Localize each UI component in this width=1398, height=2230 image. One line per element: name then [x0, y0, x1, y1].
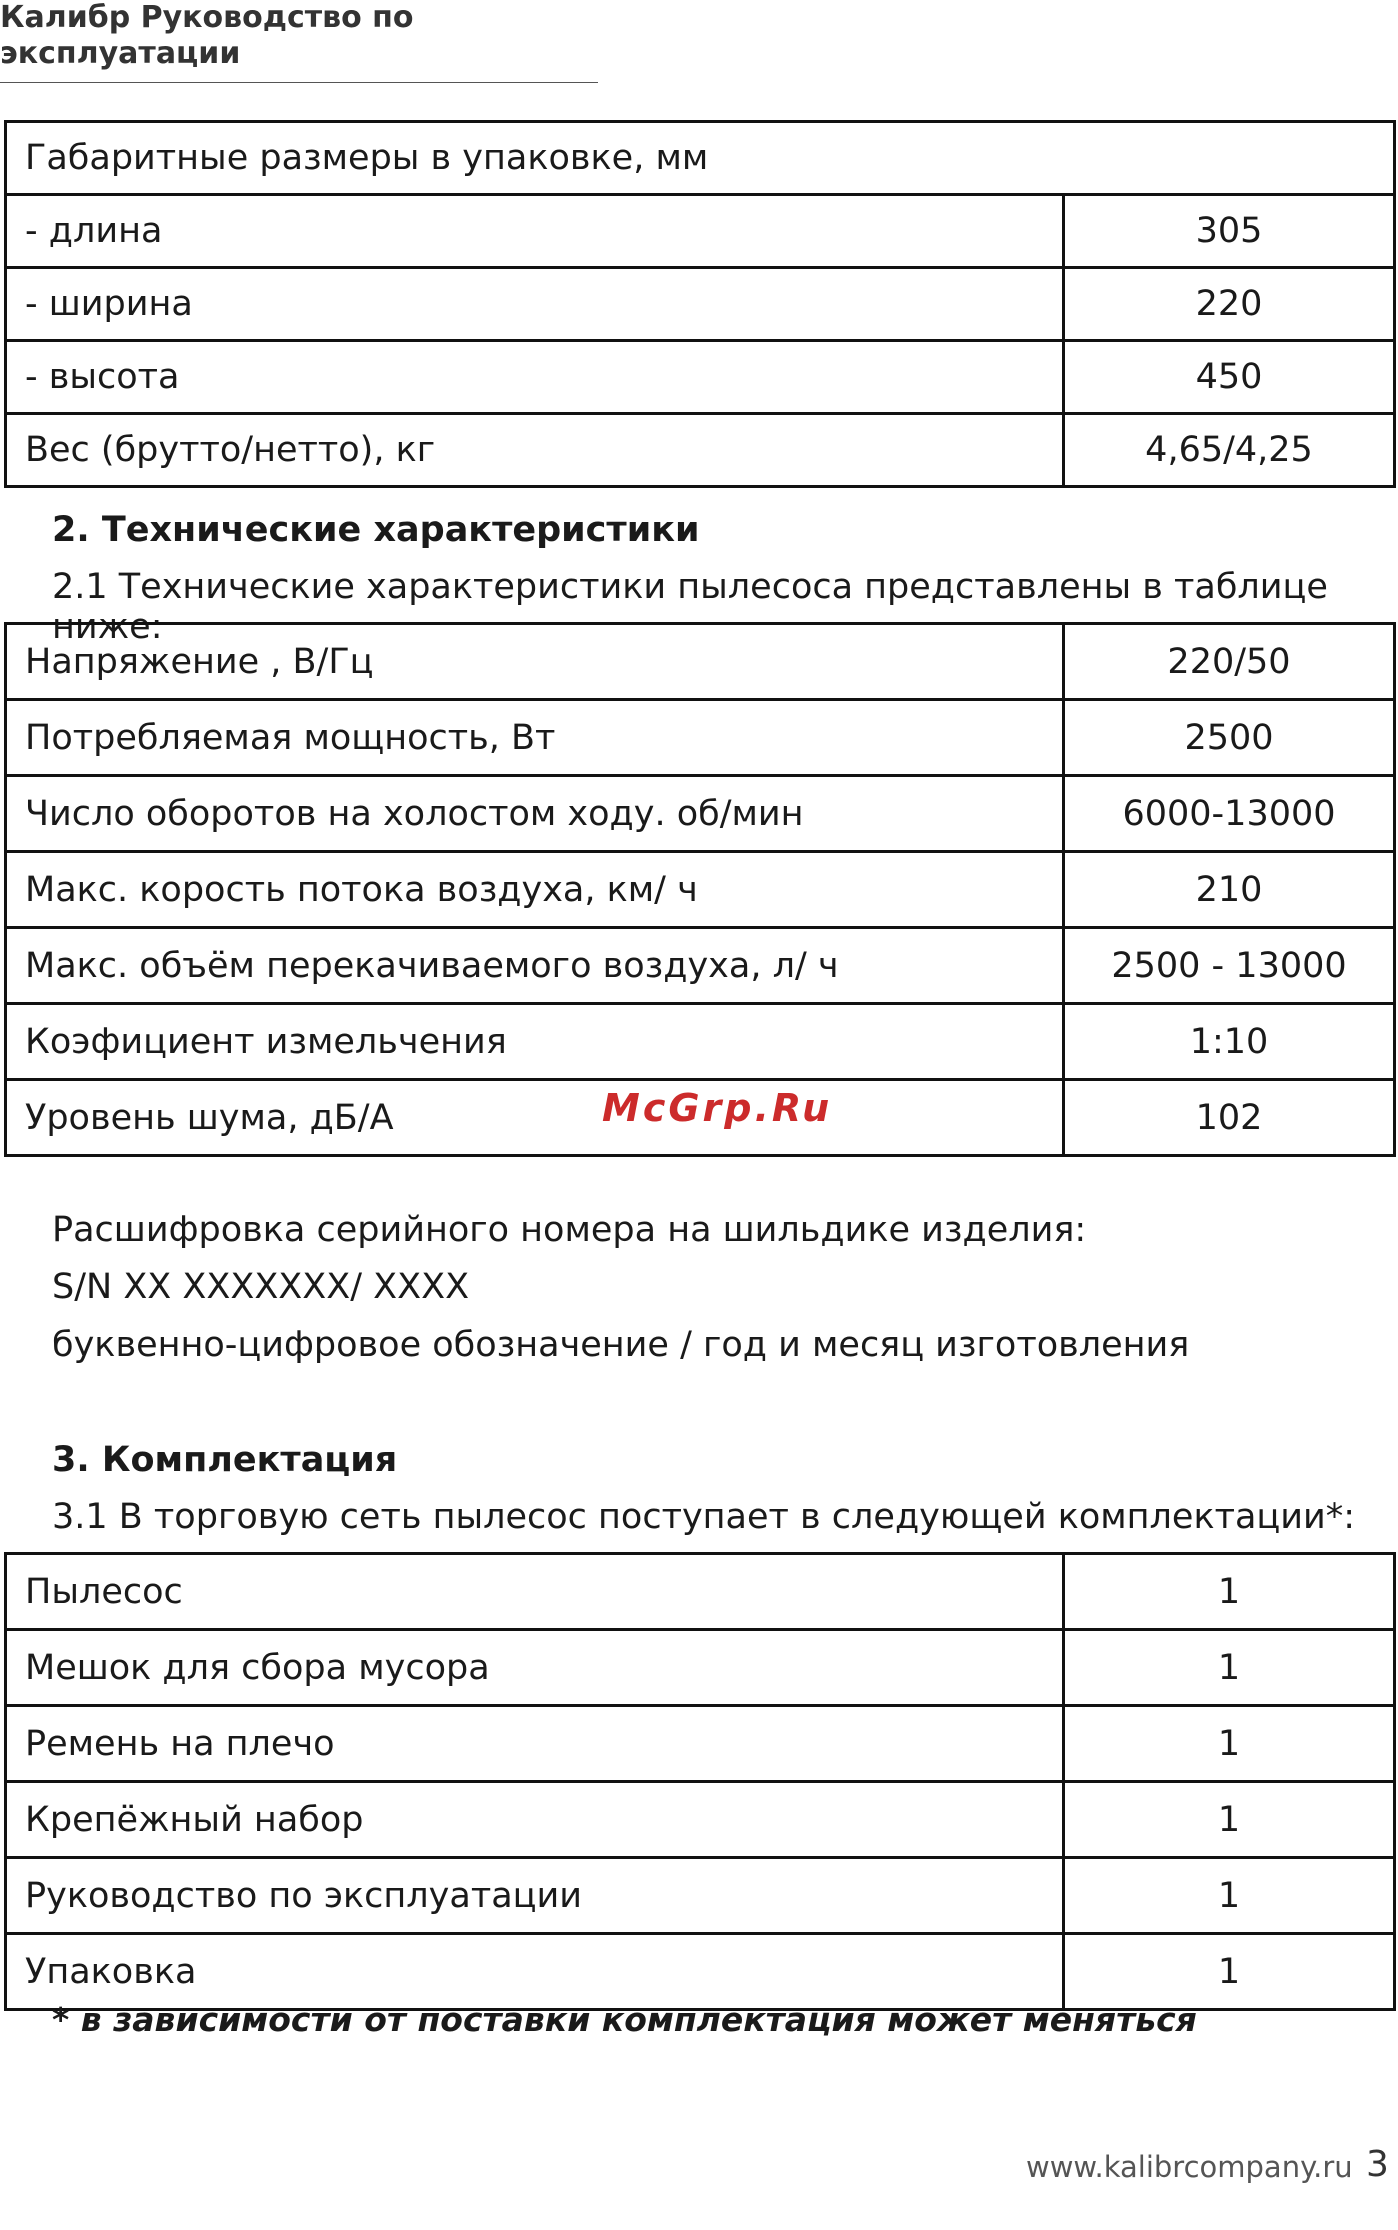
table-row — [6, 624, 1395, 700]
section-2-heading: 2. Технические характеристики — [52, 510, 700, 550]
table-row — [6, 1004, 1395, 1080]
specs-table — [4, 622, 1396, 1157]
row-value: 1 — [1064, 1706, 1395, 1782]
packaging-table — [4, 120, 1396, 488]
row-label: Потребляемая мощность, Вт — [6, 700, 1064, 776]
row-label: Мешок для сбора мусора — [6, 1630, 1064, 1706]
document-header: Калибр Руководство по эксплуатации — [0, 0, 598, 83]
row-value: 1 — [1064, 1782, 1395, 1858]
row-label: - высота — [6, 341, 1064, 414]
table-row — [6, 122, 1395, 195]
row-value: 1 — [1064, 1554, 1395, 1630]
row-value: 210 — [1064, 852, 1395, 928]
row-value: 1 — [1064, 1934, 1395, 2010]
table-row — [6, 776, 1395, 852]
row-label: Ремень на плечо — [6, 1706, 1064, 1782]
row-value: 2500 - 13000 — [1064, 928, 1395, 1004]
row-value: 305 — [1064, 195, 1395, 268]
table-row — [6, 195, 1395, 268]
section-3-intro: 3.1 В торговую сеть пылесос поступает в следующей комплектации*: — [52, 1497, 1356, 1537]
contents-table — [4, 1552, 1396, 2011]
row-value: 1:10 — [1064, 1004, 1395, 1080]
contents-footnote: * в зависимости от поставки комплектация может меняться — [52, 2000, 1197, 2039]
table-row — [6, 1858, 1395, 1934]
row-value: 450 — [1064, 341, 1395, 414]
packaging-title: Габаритные размеры в упаковке, мм — [6, 122, 1395, 195]
row-value: 4,65/4,25 — [1064, 414, 1395, 487]
row-value: 102 — [1064, 1080, 1395, 1156]
section-3-heading: 3. Комплектация — [52, 1440, 398, 1480]
row-label: - длина — [6, 195, 1064, 268]
serial-line-1: Расшифровка серийного номера на шильдике изделия: — [52, 1210, 1087, 1250]
row-label: Напряжение , В/Гц — [6, 624, 1064, 700]
table-row — [6, 1934, 1395, 2010]
table-row — [6, 1782, 1395, 1858]
row-value: 1 — [1064, 1630, 1395, 1706]
row-value: 1 — [1064, 1858, 1395, 1934]
row-label: Руководство по эксплуатации — [6, 1858, 1064, 1934]
row-label: Макс. корость потока воздуха, км/ ч — [6, 852, 1064, 928]
row-value: 220/50 — [1064, 624, 1395, 700]
section-2-intro: 2.1 Технические характеристики пылесоса представлены в таблице ниже: — [52, 567, 1328, 647]
row-label: Пылесос — [6, 1554, 1064, 1630]
table-row — [6, 928, 1395, 1004]
row-label: Уровень шума, дБ/А — [6, 1080, 1064, 1156]
table-row — [6, 700, 1395, 776]
row-label: Упаковка — [6, 1934, 1064, 2010]
table-row — [6, 414, 1395, 487]
table-row — [6, 1630, 1395, 1706]
row-label: Число оборотов на холостом ходу. об/мин — [6, 776, 1064, 852]
row-value: 6000-13000 — [1064, 776, 1395, 852]
table-row — [6, 1554, 1395, 1630]
table-row — [6, 1706, 1395, 1782]
table-row — [6, 341, 1395, 414]
row-label: Вес (брутто/нетто), кг — [6, 414, 1064, 487]
row-label: Коэфициент измельчения — [6, 1004, 1064, 1080]
row-value: 220 — [1064, 268, 1395, 341]
footer-url: www.kalibrcompany.ru — [1026, 2150, 1353, 2184]
serial-line-3: буквенно-цифровое обозначение / год и месяц изготовления — [52, 1325, 1190, 1365]
row-label: Макс. объём перекачиваемого воздуха, л/ ч — [6, 928, 1064, 1004]
serial-line-2: S/N XX XXXXXXX/ XXXX — [52, 1267, 470, 1307]
table-row — [6, 268, 1395, 341]
table-row — [6, 852, 1395, 928]
row-value: 2500 — [1064, 700, 1395, 776]
watermark: McGrp.Ru — [602, 1086, 833, 1130]
row-label: - ширина — [6, 268, 1064, 341]
row-label: Крепёжный набор — [6, 1782, 1064, 1858]
page-number: 3 — [1366, 2144, 1389, 2185]
